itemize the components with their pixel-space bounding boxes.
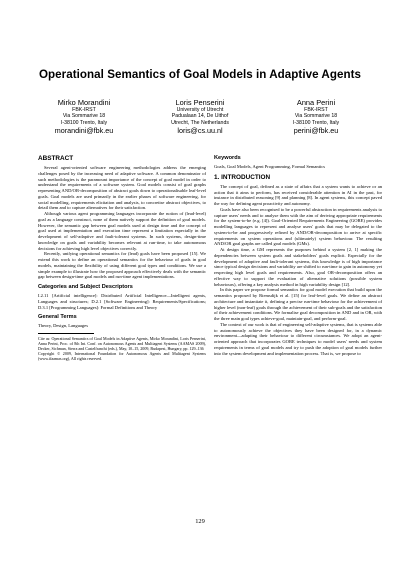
intro-paragraph: The context of our work is that of engineering self-adaptive systems, that is systems able to autonomously achieve the objectives they have been designed for, in a dynamic environment—adapting their behaviour to different circumstances. We adopt an agent-oriented approach that incorporates GORE techniques to model users' needs and system requirements in terms of goal models and try to push the adoption of goal models further into the system development and implementation process. That is, we propose to (214, 321, 382, 356)
author-affiliation: University of Utrecht (176, 107, 224, 113)
paper-title: Operational Semantics of Goal Models in Adaptive Agents (38, 68, 362, 81)
author-email: morandini@fbk.eu (54, 125, 114, 135)
author-city: I-38100 Trento, Italy (60, 119, 108, 126)
keywords-text: Goals, Goal Models, Agent Programming, Formal Semantics (214, 164, 326, 169)
abstract-paragraph: Although various agent programming languages incorporate the notion of (lead-level) goal as a language construct, none of them natively support the definition of goal models. However, the semantic gap between goal models used at design time and the concept of goal used at implementation and execution time represent a limitation especially in the development of self-adaptive and fault-tolerant systems. In such systems, design-time knowledge on goals and variability becomes relevant at run-time, to take autonomous decisions for achieving high level objectives correctly. (38, 211, 206, 251)
categories-text: I.2.11 [Artificial intelligence]: Distributed Artificial Intelligence—Intelligent agents, Languages and structures; D.2.1 [Software Engineering]: Requirements/Specifications; D.3.1 [Programming Languages]: Formal Definitions and Theory (38, 293, 206, 310)
author-email: loris@cs.uu.nl (177, 125, 223, 135)
intro-paragraph: In this paper we propose formal semantics for goal model execution that build upon the semantics proposed by Riemsdijk et al. [15] for leaf-level goals. We define an abstract architecture and instantiate it, defining a precise run-time behaviour for the achievement of higher level (non-leaf) goals through the achievement of their sub-goals and the satisfaction of their achievement conditions. We formalise goal decomposition in AND and in OR, with the three main goal types achieve-goal, maintain-goal, and perform-goal. (214, 287, 382, 321)
introduction-heading: 1. INTRODUCTION (214, 173, 271, 181)
author-city: I-38100 Trento, Italy (292, 119, 340, 126)
intro-paragraph: At design time, a GM represents the purposes behind a system [2, 1] making the dependencies between system goals and stakeholders' goals explicit. Especially for the development of adaptive and fault-tolerant systems, this knowledge is of high importance since typical design decisions and variability are shifted to run-time to gain in autonomy yet respecting high level goals and requirements. Also, goal OR-decomposition offers an effective way to support the evaluation of alternative solutions (possible system behaviours), offering a key analysis method in high variability design [12]. (214, 247, 382, 287)
author-1 (24, 98, 144, 135)
author-city: Utrecht, The Netherlands (171, 119, 229, 126)
author-address: Via Sommarive 18 (294, 113, 338, 120)
author-name: Mirko Morandini (57, 98, 111, 107)
general-terms-text: Theory, Design, Languages (38, 323, 88, 329)
intro-paragraph: The concept of goal, defined as a state of affairs that a system wants to achieve or an action that it aims to perform, has received considerable attention in AI in the past, for instance in distributed reasoning [9] and planning [8]. In agent systems, this concept paved the way for defining agent proactivity and autonomy. (214, 183, 382, 206)
categories-heading: Categories and Subject Descriptors (38, 284, 133, 290)
author-affiliation: FBK-IRST (304, 107, 328, 113)
author-block (0, 98, 400, 158)
abstract-paragraph: Recently, unifying operational semantics for (lead) goals have been proposed [15]. We extend this work to define an operational semantics for the behaviour of goals in goal models, maintaining the flexibility of using different goal types and conditions. We use a simple example to illustrate how the proposed approach effectively deals with the semantic gap between design-time goal models and run-time agent implementations. (38, 251, 206, 280)
author-affiliation: FBK-IRST (72, 107, 96, 113)
general-terms-heading: General Terms (38, 314, 77, 321)
author-address: Via Sommarive 18 (62, 113, 106, 120)
footnote-rule (38, 333, 94, 334)
right-column (214, 155, 382, 356)
intro-paragraph: Goals have also been recognised to be a powerful abstraction in requirements analysis to capture users' needs and to analyse them with the aim of deriving appropriate requirements for the system-to-be (e.g. [4]). Goal-Oriented Requirements Engineering (GORE) provides modelling languages to represent and analyse users' goals that may be delegated to the system-to-be and progressively refined by AND/OR-decomposition to arrive at specific requirements on system operations and (ultimately) system behaviour. The resulting AND/OR goal graphs are called goal models (GMs). (214, 206, 382, 247)
keywords-heading: Keywords (214, 155, 241, 161)
left-column (38, 155, 206, 361)
author-3 (256, 98, 376, 135)
copyright-note: Copyright © 2009, International Foundation for Autonomous Agents and Multiagent Systems (www.ifaamas.org), All rights reserved. (38, 351, 206, 362)
author-email: perini@fbk.eu (293, 125, 339, 135)
author-2 (140, 98, 260, 135)
author-name: Loris Penserini (175, 98, 225, 107)
author-name: Anna Perini (296, 98, 336, 107)
abstract-heading: ABSTRACT (38, 155, 74, 162)
page-number: 129 (195, 518, 205, 525)
citation-note: Cite as: Operational Semantics of Goal Models in Adaptive Agents, Mirko Morandini, Loris Penserini, Anna Perini, Proc. of 8th Int. Conf. on Autonomous Agents and Multiagent Systems (AAMAS 2009), Decker, Sichman, Sierra and Castelfranchi (eds.), May, 10–15, 2009, Budapest, Hungary, pp. 129–136 (38, 336, 206, 352)
author-address: Padualaan 14, De Uithof (171, 113, 229, 120)
abstract-paragraph: Several agent-oriented software engineering methodologies address the emerging challenges posed by the increasing need of adaptive software. A common denominator of such methodologies is the paramount importance of the concept of goal model in order to understand the requirements of a software system. Goal models consist of goal graphs representing AND/OR-decomposition of abstract goals down to operationalisable leaf-level goals. Goal models are used primarily in the earlier phases of software engineering, for social modelling, requirements elicitation and analysis, to concretise abstract objectives, to detail them and to capture alternatives for their satisfaction. (38, 165, 206, 211)
